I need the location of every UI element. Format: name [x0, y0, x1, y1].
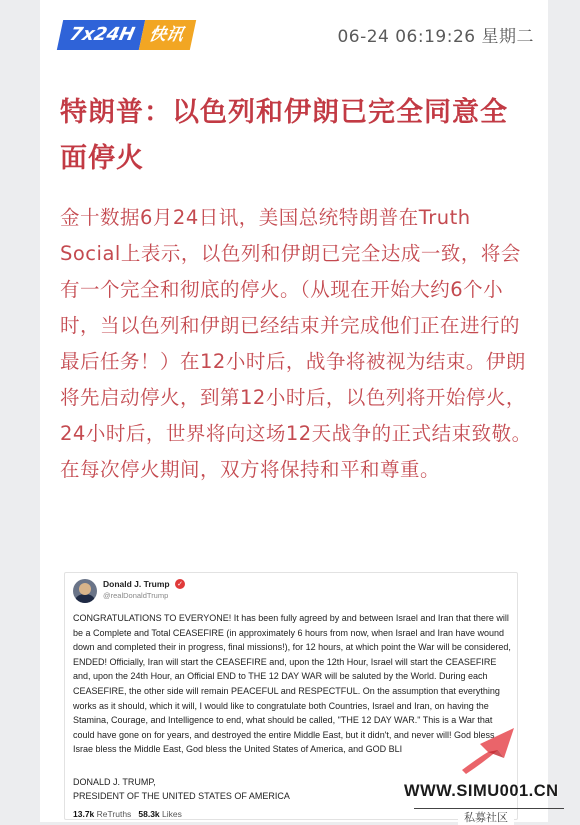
news-headline: 特朗普：以色列和伊朗已完全同意全面停火 [60, 97, 508, 174]
badge-flash: 快讯 [139, 20, 196, 50]
watermark-label: 私募社区 [458, 809, 514, 825]
trend-arrow-icon [458, 718, 528, 778]
likes-count: 58.3k [138, 809, 160, 819]
verified-badge-icon: ✓ [175, 579, 185, 589]
likes-label: Likes [162, 809, 182, 819]
post-author-handle: @realDonaldTrump [103, 591, 169, 600]
retruths-label: ReTruths [96, 809, 132, 819]
signature-title: PRESIDENT OF THE UNITED STATES OF AMERICA [73, 791, 290, 801]
post-author-name: Donald J. Trump [103, 579, 170, 589]
news-card [40, 0, 548, 822]
post-signature [73, 775, 290, 803]
news-timestamp: 06-24 06:19:26 星期二 [337, 27, 534, 47]
signature-name: DONALD J. TRUMP, [73, 777, 156, 787]
post-text: CONGRATULATIONS TO EVERYONE! It has been fully agreed by and between Israel and Iran that there will be a Complete and Total CEASEFIRE (in approximately 6 hours from now, when Israel and Iran have wound down and completed their in progress, final missions!), for 12 hours, at which point the War will be considered, ENDED! Officially, Iran will start the CEASEFIRE and, upon the 12th Hour, Israel will start the CEASEFIRE and, upon the 24th Hour, an Official END to THE 12 DAY WAR will be saluted by the World. During each CEASEFIRE, the other side will remain PEACEFUL and RESPECTFUL. On the assumption that everything works as it should, which it will, I would like to congratulate both Countries, Israel and Iran, on having the Stamina, Courage, and Intelligence to end, what should be called, "THE 12 DAY WAR." This is a War that could have gone on for years, and destroyed the entire Middle East, but it didn't, and never will! God bless Israe bless the Middle East, God bless the United States of America, and GOD BLI [73, 613, 511, 755]
post-stats [73, 809, 182, 819]
site-watermark [400, 710, 580, 822]
avatar [73, 579, 97, 603]
news-body: 金十数据6月24日讯，美国总统特朗普在Truth Social上表示，以色列和伊朗已完全达成一致，将会有一个完全和彻底的停火。（从现在开始大约6个小时，当以色列和伊朗已经结束并完成他们正在进行的最后任务！）在12小时后，战争将被视为结束。伊朗将先启动停火，到第12小时后，以色列将开始停火，24小时后，世界将向这场12天战争的正式结束致敬。在每次停火期间，双方将保持和平和尊重。 [60, 206, 532, 481]
badge-7x24h: 7x24H [57, 20, 146, 50]
flash-news-badge [57, 20, 197, 50]
retruths-count: 13.7k [73, 809, 95, 819]
watermark-site: WWW.SIMU001.CN [404, 782, 559, 800]
news-header [40, 0, 548, 80]
